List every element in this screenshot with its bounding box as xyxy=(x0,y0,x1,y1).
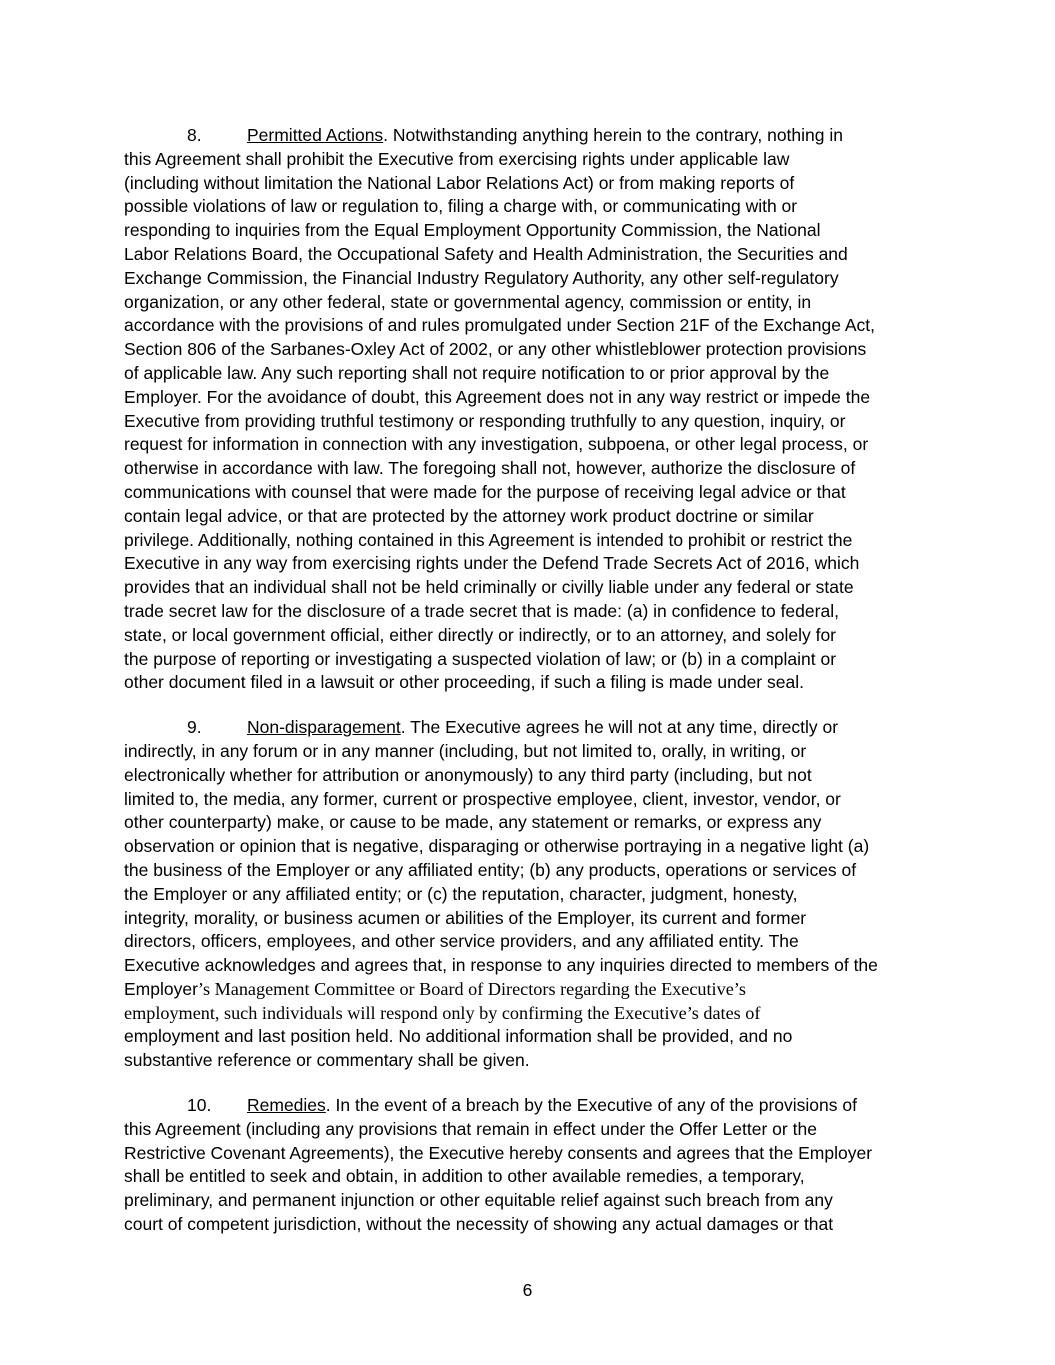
text-line-serif: employment, such individuals will respond only by confirming the Executive’s dates of xyxy=(124,1002,761,1023)
text-line: electronically whether for attribution or anonymously) to any third party (including, but not xyxy=(124,764,812,785)
text-line: Exchange Commission, the Financial Industry Regulatory Authority, any other self-regulatory xyxy=(124,267,839,288)
text-line: Executive from providing truthful testimony or responding truthfully to any question, inquiry, or xyxy=(124,410,846,431)
text-line: this Agreement shall prohibit the Executive from exercising rights under applicable law xyxy=(124,148,790,169)
text-line: substantive reference or commentary shall be given. xyxy=(124,1050,530,1071)
text-line: the Employer or any affiliated entity; or (c) the reputation, character, judgment, honesty, xyxy=(124,883,798,904)
text-line: state, or local government official, either directly or indirectly, or to an attorney, and solely for xyxy=(124,624,837,645)
text-line: integrity, morality, or business acumen or abilities of the Employer, its current and former xyxy=(124,907,807,928)
text-line: accordance with the provisions of and rules promulgated under Section 21F of the Exchange Act, xyxy=(124,315,876,336)
text-line: otherwise in accordance with law. The foregoing shall not, however, authorize the disclosure of xyxy=(124,458,856,479)
text-line: contain legal advice, or that are protected by the attorney work product doctrine or similar xyxy=(124,505,814,526)
section-heading: Non-disparagement xyxy=(247,717,401,738)
section-heading: Permitted Actions xyxy=(247,125,384,145)
text-line: directors, officers, employees, and other service providers, and any affiliated entity. The xyxy=(124,931,799,952)
text-line: preliminary, and permanent injunction or other equitable relief against such breach from any xyxy=(124,1190,833,1211)
text-line: indirectly, in any forum or in any manner (including, but not limited to, orally, in writing, or xyxy=(124,740,807,761)
text-line: Employer. For the avoidance of doubt, this Agreement does not in any way restrict or impede the xyxy=(124,386,871,407)
text-line: observation or opinion that is negative, disparaging or otherwise portraying in a negative light (a) xyxy=(124,836,870,857)
text-line: employment and last position held. No additional information shall be provided, and no xyxy=(124,1026,793,1047)
text-line: (including without limitation the National Labor Relations Act) or from making reports of xyxy=(124,172,795,193)
text-line: communications with counsel that were made for the purpose of receiving legal advice or that xyxy=(124,481,846,502)
section-permitted-actions xyxy=(124,124,934,695)
section-number: 9. xyxy=(187,717,202,738)
text-line: organization, or any other federal, state or governmental agency, commission or entity, in xyxy=(124,291,812,312)
section-non-disparagement xyxy=(124,716,934,1073)
text-line: Section 806 of the Sarbanes-Oxley Act of 2002, or any other whistleblower protection provisions xyxy=(124,339,867,360)
section-number: 10. xyxy=(187,1095,212,1116)
text-line: court of competent jurisdiction, without the necessity of showing any actual damages or that xyxy=(124,1214,834,1235)
text-fragment-serif: ’s Management Committee or Board of Directors regarding the Executive’s xyxy=(197,978,746,999)
section-first-line xyxy=(124,716,934,740)
section-remedies xyxy=(124,1094,934,1237)
text-line: possible violations of law or regulation to, filing a charge with, or communicating with or xyxy=(124,196,798,217)
text-line: Executive in any way from exercising rights under the Defend Trade Secrets Act of 2016, which xyxy=(124,553,860,574)
text-line: request for information in connection with any investigation, subpoena, or other legal process, or xyxy=(124,434,869,455)
text-line: other counterparty) make, or cause to be made, any statement or remarks, or express any xyxy=(124,812,822,833)
section-first-line xyxy=(124,1094,934,1118)
text-line: Executive acknowledges and agrees that, in response to any inquiries directed to members of the xyxy=(124,955,878,976)
section-heading: Remedies xyxy=(247,1095,326,1116)
text-line: provides that an individual shall not be held criminally or civilly liable under any federal or state xyxy=(124,577,854,598)
section-lead-text: . Notwithstanding anything herein to the contrary, nothing in xyxy=(383,125,843,145)
text-line: the purpose of reporting or investigating a suspected violation of law; or (b) in a complaint or xyxy=(124,648,837,669)
text-line: other document filed in a lawsuit or other proceeding, if such a filing is made under seal. xyxy=(124,672,804,693)
text-line: the business of the Employer or any affiliated entity; (b) any products, operations or services of xyxy=(124,859,857,880)
section-number: 8. xyxy=(187,125,202,145)
text-line-mixed-font xyxy=(124,978,934,1002)
text-line: Restrictive Covenant Agreements), the Executive hereby consents and agrees that the Employer xyxy=(124,1142,873,1163)
section-first-line xyxy=(124,124,934,148)
text-line: shall be entitled to seek and obtain, in addition to other available remedies, a temporary, xyxy=(124,1166,805,1187)
section-lead-text: . In the event of a breach by the Executive of any of the provisions of xyxy=(325,1095,857,1116)
page-number: 6 xyxy=(522,1280,533,1300)
text-line: of applicable law. Any such reporting shall not require notification to or prior approval by the xyxy=(124,362,830,383)
text-line: limited to, the media, any former, current or prospective employee, client, investor, vendor, or xyxy=(124,788,841,809)
text-line: responding to inquiries from the Equal Employment Opportunity Commission, the National xyxy=(124,220,821,241)
section-lead-text: . The Executive agrees he will not at any time, directly or xyxy=(400,717,839,738)
text-fragment-sans: Employer xyxy=(124,978,198,999)
text-line: trade secret law for the disclosure of a trade secret that is made: (a) in confidence to federal, xyxy=(124,600,839,621)
text-line: Labor Relations Board, the Occupational Safety and Health Administration, the Securities and xyxy=(124,243,848,264)
document-page xyxy=(124,124,934,1258)
text-line: privilege. Additionally, nothing contained in this Agreement is intended to prohibit or restrict the xyxy=(124,529,853,550)
text-line: this Agreement (including any provisions that remain in effect under the Offer Letter or the xyxy=(124,1118,817,1139)
